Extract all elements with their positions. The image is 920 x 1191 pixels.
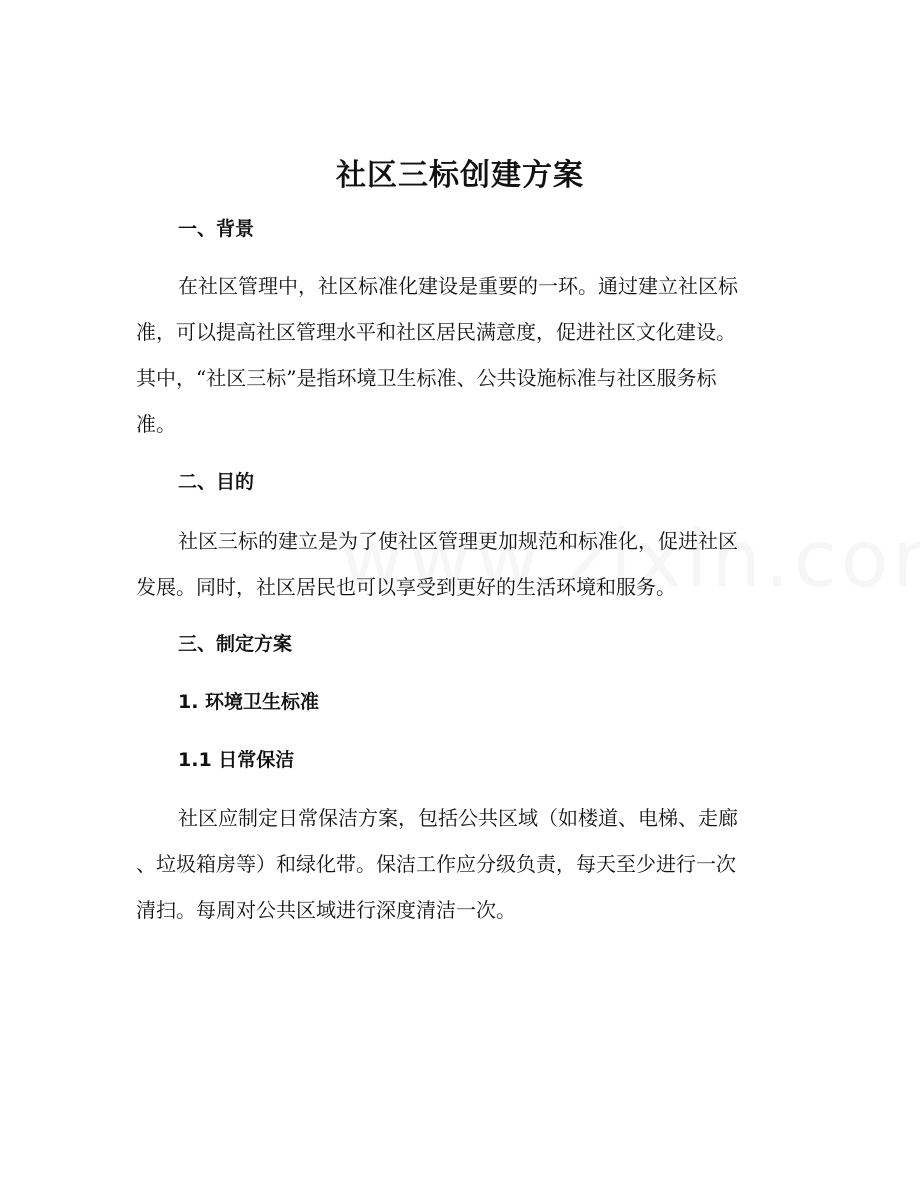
paragraph-line: 社区应制定日常保洁方案，包括公共区域（如楼道、电梯、走廊: [178, 806, 738, 830]
paragraph-line: 发展。同时，社区居民也可以享受到更好的生活环境和服务。: [136, 575, 676, 599]
subsection-heading-daily-cleaning: 1.1 日常保洁: [178, 749, 295, 771]
section-heading-background: 一、背景: [178, 218, 255, 240]
paragraph-purpose: [136, 518, 776, 610]
section-heading-plan: 三、制定方案: [178, 633, 293, 655]
paragraph-line: 准。: [136, 412, 176, 436]
paragraph-background: [136, 263, 776, 447]
paragraph-line: 、垃圾箱房等）和绿化带。保洁工作应分级负责，每天至少进行一次: [136, 852, 736, 876]
section-heading-purpose: 二、目的: [178, 471, 255, 493]
paragraph-line: 准，可以提高社区管理水平和社区居民满意度，促进社区文化建设。: [136, 320, 736, 344]
paragraph-line: 社区三标的建立是为了使社区管理更加规范和标准化，促进社区: [178, 529, 738, 553]
paragraph-line: 其中，“社区三标”是指环境卫生标准、公共设施标准与社区服务标: [136, 366, 717, 390]
subsection-heading-environment: 1. 环境卫生标准: [178, 691, 320, 713]
document-title: 社区三标创建方案: [336, 158, 584, 193]
paragraph-line: 在社区管理中，社区标准化建设是重要的一环。通过建立社区标: [178, 274, 738, 298]
paragraph-line: 清扫。每周对公共区域进行深度清洁一次。: [136, 898, 516, 922]
paragraph-daily-cleaning: [136, 795, 776, 933]
